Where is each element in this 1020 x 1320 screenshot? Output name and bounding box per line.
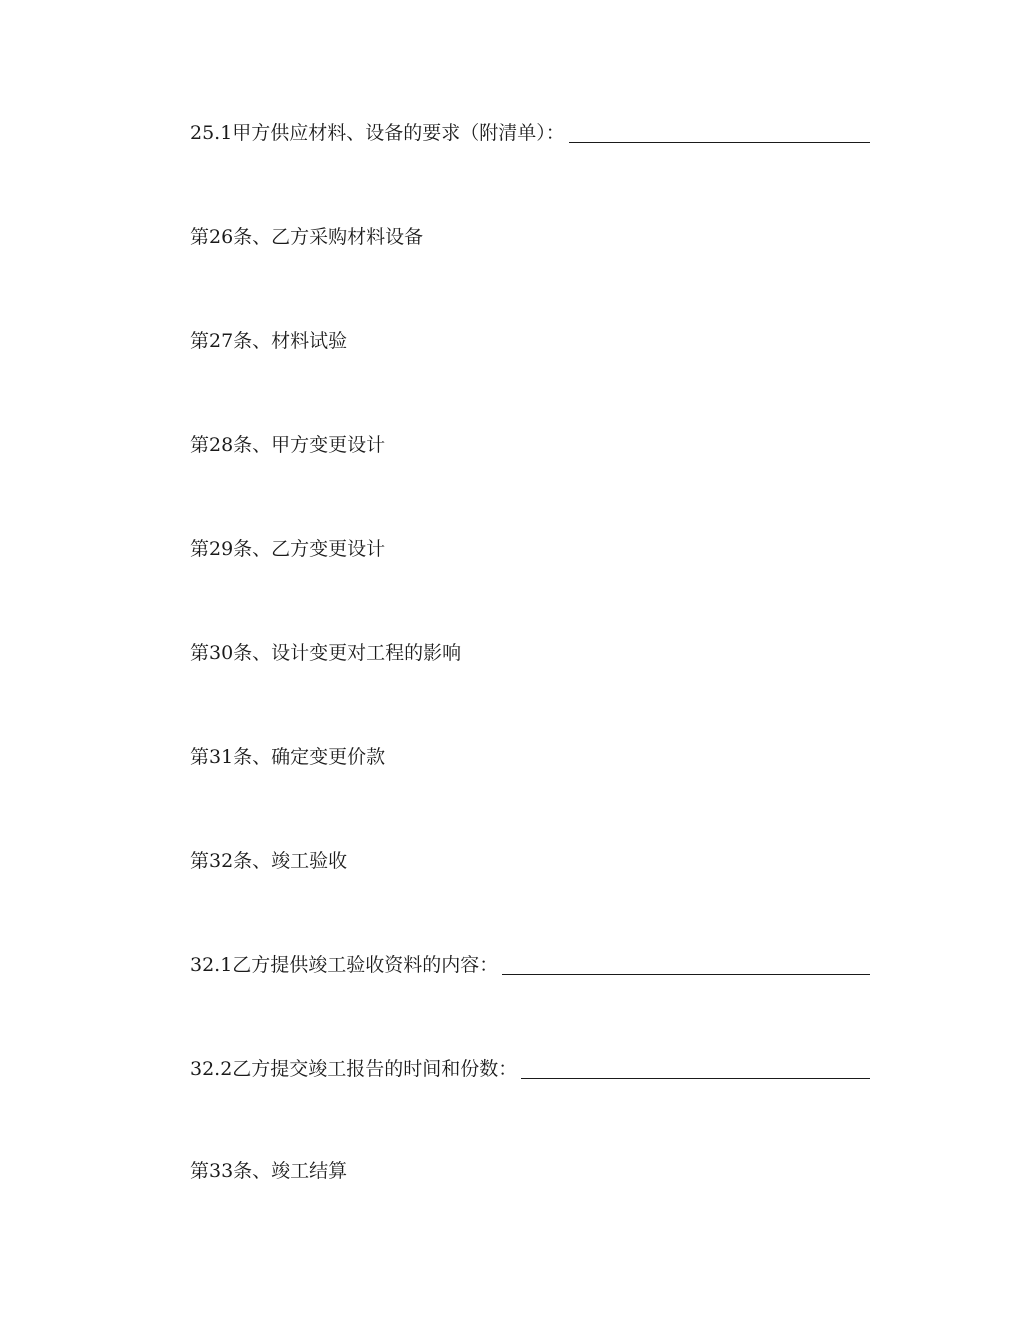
fill-in-blank bbox=[502, 974, 870, 975]
clause-27-heading bbox=[190, 328, 870, 354]
clause-32-heading bbox=[190, 848, 870, 874]
clause-32-text: 第32条、竣工验收 bbox=[190, 850, 348, 872]
clause-29-heading bbox=[190, 536, 870, 562]
clause-31-heading bbox=[190, 744, 870, 770]
clause-25-1-line bbox=[190, 120, 870, 146]
clause-32-2-line bbox=[190, 1056, 870, 1082]
clause-32-1-line bbox=[190, 952, 870, 978]
fill-in-blank bbox=[569, 142, 870, 143]
clause-26-text: 第26条、乙方采购材料设备 bbox=[190, 226, 424, 248]
clause-29-text: 第29条、乙方变更设计 bbox=[190, 538, 386, 560]
clause-31-text: 第31条、确定变更价款 bbox=[190, 746, 386, 768]
clause-33-heading bbox=[190, 1158, 870, 1184]
clause-30-text: 第30条、设计变更对工程的影响 bbox=[190, 642, 462, 664]
clause-28-text: 第28条、甲方变更设计 bbox=[190, 434, 386, 456]
clause-25-1-text: 25.1甲方供应材料、设备的要求（附清单）： bbox=[190, 122, 565, 144]
clause-27-text: 第27条、材料试验 bbox=[190, 330, 348, 352]
clause-28-heading bbox=[190, 432, 870, 458]
clause-26-heading bbox=[190, 224, 870, 250]
clause-33-text: 第33条、竣工结算 bbox=[190, 1160, 348, 1182]
fill-in-blank bbox=[521, 1078, 870, 1079]
clause-30-heading bbox=[190, 640, 870, 666]
clause-32-1-text: 32.1乙方提供竣工验收资料的内容： bbox=[190, 954, 499, 976]
clause-32-2-text: 32.2乙方提交竣工报告的时间和份数： bbox=[190, 1058, 518, 1080]
